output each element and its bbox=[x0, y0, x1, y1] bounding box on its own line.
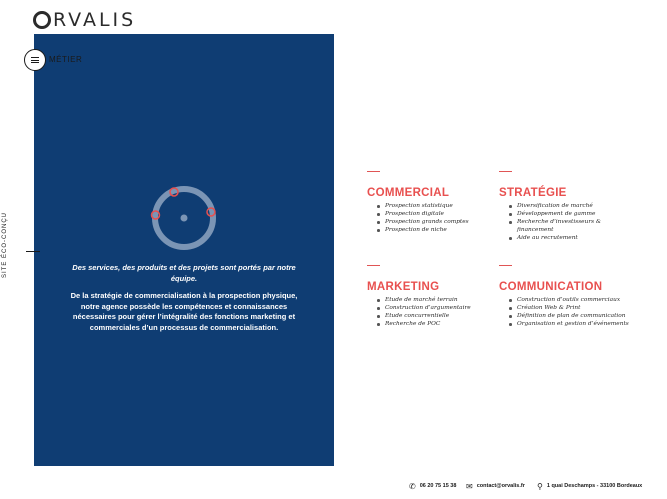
service-marketing bbox=[367, 265, 517, 328]
logo-text: RVALIS bbox=[53, 9, 137, 31]
service-item: Construction d’argumentaire bbox=[377, 304, 517, 312]
service-strategie bbox=[499, 171, 619, 242]
menu-label[interactable]: MÉTIER bbox=[49, 55, 83, 64]
service-item: Aide au recrutement bbox=[509, 234, 619, 242]
service-item: Recherche d’investisseurs & financement bbox=[509, 218, 619, 234]
service-rule bbox=[499, 265, 512, 266]
footer-address[interactable] bbox=[537, 481, 642, 491]
menu-icon bbox=[31, 57, 39, 63]
side-divider bbox=[26, 251, 40, 252]
service-item: Définition de plan de communication bbox=[509, 312, 659, 320]
service-title: MARKETING bbox=[367, 281, 440, 293]
menu-button[interactable] bbox=[24, 49, 46, 71]
service-item: Prospection statistique bbox=[377, 202, 517, 210]
service-item: Diversification de marché bbox=[509, 202, 619, 210]
service-item: Etude concurrentielle bbox=[377, 312, 517, 320]
service-item: Recherche de POC bbox=[377, 320, 517, 328]
email-address: contact@orvalis.fr bbox=[476, 483, 525, 489]
mail-icon: ✉ bbox=[466, 481, 473, 491]
service-list bbox=[499, 202, 619, 242]
footer-phone[interactable] bbox=[409, 481, 456, 491]
service-item: Etude de marché terrain bbox=[377, 296, 517, 304]
service-item: Création Web & Print bbox=[509, 304, 659, 312]
service-item: Prospection de niche bbox=[377, 226, 517, 234]
service-title: COMMERCIAL bbox=[367, 187, 450, 199]
service-list bbox=[367, 202, 517, 234]
logo[interactable] bbox=[33, 9, 136, 31]
logo-ring-icon bbox=[33, 11, 51, 29]
phone-number: 06 20 75 15 38 bbox=[419, 483, 457, 489]
service-list bbox=[367, 296, 517, 328]
service-title: COMMUNICATION bbox=[499, 281, 603, 293]
service-list bbox=[499, 296, 659, 328]
service-rule bbox=[367, 171, 380, 172]
postal-address: 1 quai Deschamps - 33100 Bordeaux bbox=[546, 483, 643, 489]
location-pin-icon: ⚲ bbox=[537, 481, 543, 491]
service-item: Organisation et gestion d’événements bbox=[509, 320, 659, 328]
service-rule bbox=[367, 265, 380, 266]
service-item: Construction d’outils commerciaux bbox=[509, 296, 659, 304]
service-item: Prospection digitale bbox=[377, 210, 517, 218]
hero-tagline: Des services, des produits et des projets sont portés par notre équipe. bbox=[72, 263, 296, 283]
ring-graphic bbox=[150, 186, 218, 250]
ring-center-dot bbox=[181, 215, 188, 222]
service-item: Développement de gamme bbox=[509, 210, 619, 218]
hero-description: De la stratégie de commercialisation à la prospection physique, notre agence possède les compétences et connaissances nécessaires pour gérer l’intégralité des fonctions marketing et commerciales d’un processus de commercialisation. bbox=[70, 291, 298, 332]
phone-icon: ✆ bbox=[409, 481, 416, 491]
footer-email[interactable] bbox=[466, 481, 525, 491]
service-rule bbox=[499, 171, 512, 172]
eco-site-label: SITE ÉCO-CONÇU bbox=[2, 212, 8, 279]
service-commercial bbox=[367, 171, 517, 234]
service-item: Prospection grands comptes bbox=[377, 218, 517, 226]
service-title: STRATÉGIE bbox=[499, 187, 567, 199]
service-communication bbox=[499, 265, 659, 328]
